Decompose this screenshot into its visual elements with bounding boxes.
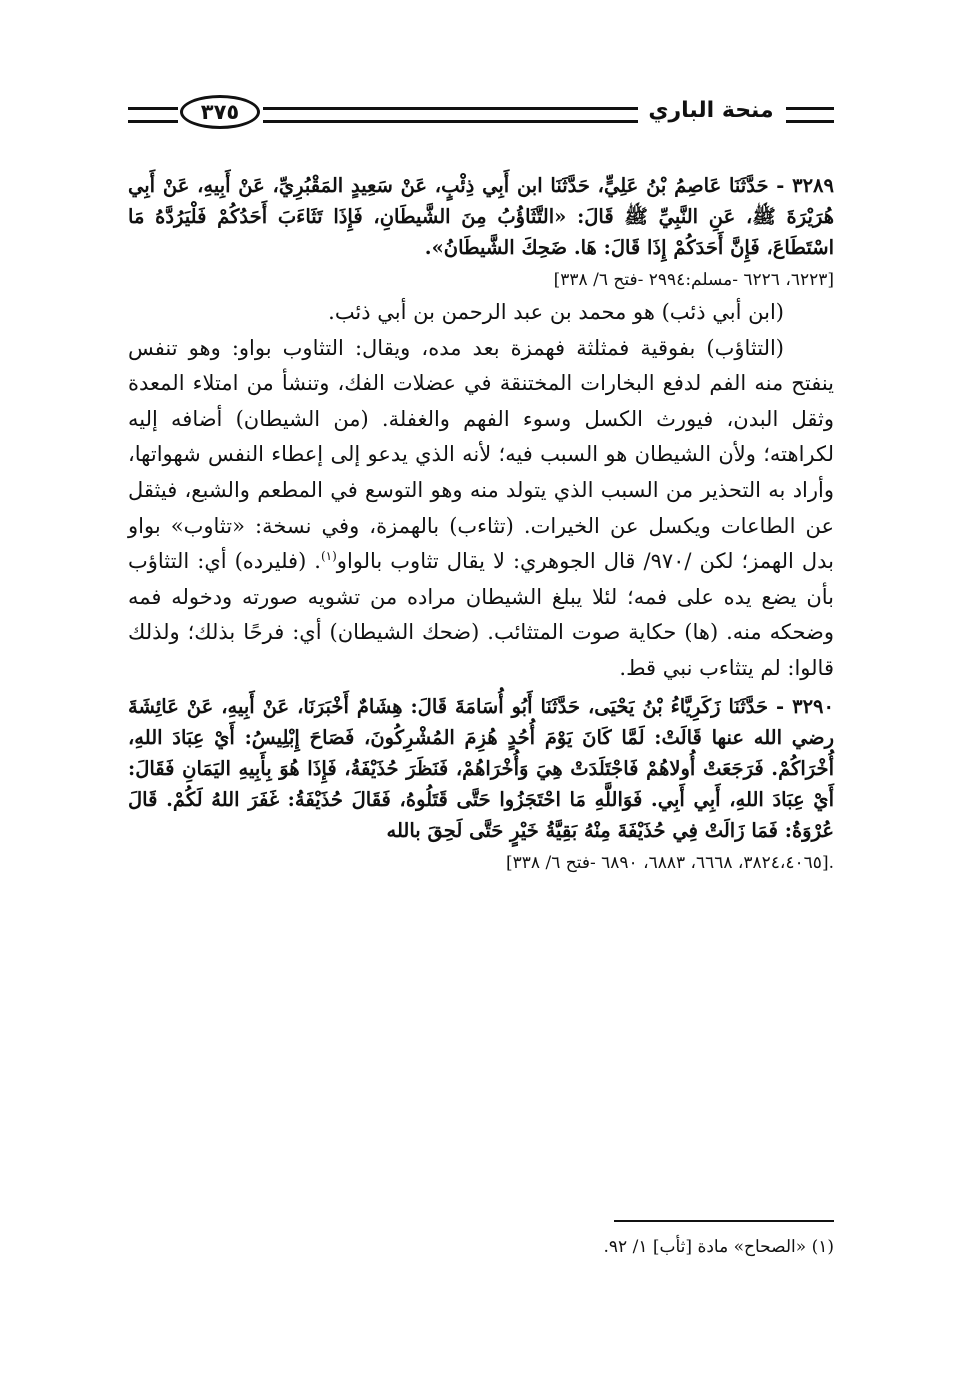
footnote-divider — [614, 1220, 834, 1222]
hadith-text: ٣٢٨٩ - حَدَّثَنَا عَاصِمُ بْنُ عَلِيٍّ، حَدَّثَنَا ابن أَبِي ذِئْبٍ، عَنْ سَعِيدٍ المَقْبُرِيِّ، عَنْ أَبِيهِ، عَنْ أَبِي هُرَيْرَةَ ﷺ، عَنِ النَّبِيِّ ﷺ قَالَ: «التَّثَاؤُبُ مِنَ الشَّيطَانِ، فَإِذَا تَثَاءَبَ أَحَدُكُمْ فَلْيَرُدَّهُ مَا اسْتَطَاعَ، فَإِنَّ أَحَدَكُمْ إِذَا قَالَ: هَا. ضَحِكَ الشَّيطَانُ». — [128, 174, 834, 259]
header-rule-middle — [263, 107, 638, 123]
commentary-text: . (فليرده) أي: التثاؤب بأن يضع يده على فمه؛ لئلا يبلغ الشيطان مراده من تشويه صورته ودخوله فمه وضحكه منه. (ها) حكاية صوت المتثائب. (ضحك الشيطان) أي: فرحًا بذلك؛ ولذلك قالوا: لم يتثاءب نبي قط. — [128, 549, 834, 680]
header-rule-left — [128, 107, 178, 123]
footnote-marker[interactable]: (١) — [320, 549, 337, 564]
commentary-text: (التثاؤب) بفوقية فمثلثة فهمزة بعد مده، ويقال: التثاوب بواو: وهو تنفس ينفتح منه الفم لدفع البخارات المختنقة في عضلات الفك، وتنشأ من امتلاء المعدة وثقل البدن، فيورث الكسل وسوء الفهم والغفلة. (من الشيطان) أضافه إليه لكراهته؛ ولأن الشيطان هو السبب فيه؛ لأنه الذي يدعو إلى إعطاء النفس شهواتها، وأراد به التحذير من السبب الذي يتولد منه وهو التوسع في المطعم والشبع، فيثقل عن الطاعات ويكسل عن الخيرات. (تثاءب) بالهمزة، وفي نسخة: «تثاوب» بواو بدل الهمز؛ لكن /٩٧٠/ قال الجوهري: لا يقال تثاوب بالواو — [128, 335, 834, 574]
main-text — [128, 170, 834, 878]
hadith-reference: [٦٢٢٣، ٦٢٢٦ -مسلم:٢٩٩٤ -فتح ٦/ ٣٣٨] — [553, 270, 834, 290]
footnote: (١) «الصحاح» مادة [ثأب] ١/ ٩٢. — [603, 1237, 834, 1257]
page-header — [128, 92, 834, 144]
header-rule-right — [786, 107, 834, 123]
hadith-text: ٣٢٩٠ - حَدَّثَنَا زَكَرِيَّاءُ بْنُ يَحْيَى، حَدَّثَنَا أَبُو أُسَامَةَ قَالَ: هِشَامٌ أَخْبَرَنَا، عَنْ أَبِيهِ، عَنْ عَائِشَةَ رضي الله عنها قَالَتْ: لَمَّا كَانَ يَوْمَ أُحُدٍ هُزِمَ المُشْرِكُونَ، فَصَاحَ إِبْلِيسُ: أَيْ عِبَادَ اللهِ، أُخْرَاكُمْ. فَرَجَعَتْ أُولاهُمْ فَاجْتَلَدَتْ هِيَ وَأُخْرَاهُمْ، فَنَظَرَ حُذَيْفَةُ، فَإِذَا هُوَ بِأَبِيهِ اليَمَانِ فَقَالَ: أَيْ عِبَادَ اللهِ، أَبِي أَبِي. فَوَاللَّهِ مَا احْتَجَزُوا حَتَّى قَتَلُوهُ، فَقَالَ حُذَيْفَةُ: غَفَرَ اللهُ لَكُمْ. قَالَ عُرْوَةُ: فَمَا زَالَتْ فِي حُذَيْفَةَ مِنْهُ بَقِيَّةُ خَيْرٍ حَتَّى لَحِقَ بالله — [128, 694, 834, 842]
page-number: ٣٧٥ — [180, 95, 260, 129]
commentary-paragraph: (ابن أبي ذئب) هو محمد بن عبد الرحمن بن أبي ذئب. — [328, 300, 784, 324]
book-title: منحة الباري — [648, 98, 774, 123]
commentary-paragraph — [128, 331, 834, 687]
hadith-reference: .[٣٨٢٤،٤٠٦٥، ٦٦٦٨، ٦٨٨٣، ٦٨٩٠ -فتح ٦/ ٣٣٨] — [506, 852, 834, 873]
